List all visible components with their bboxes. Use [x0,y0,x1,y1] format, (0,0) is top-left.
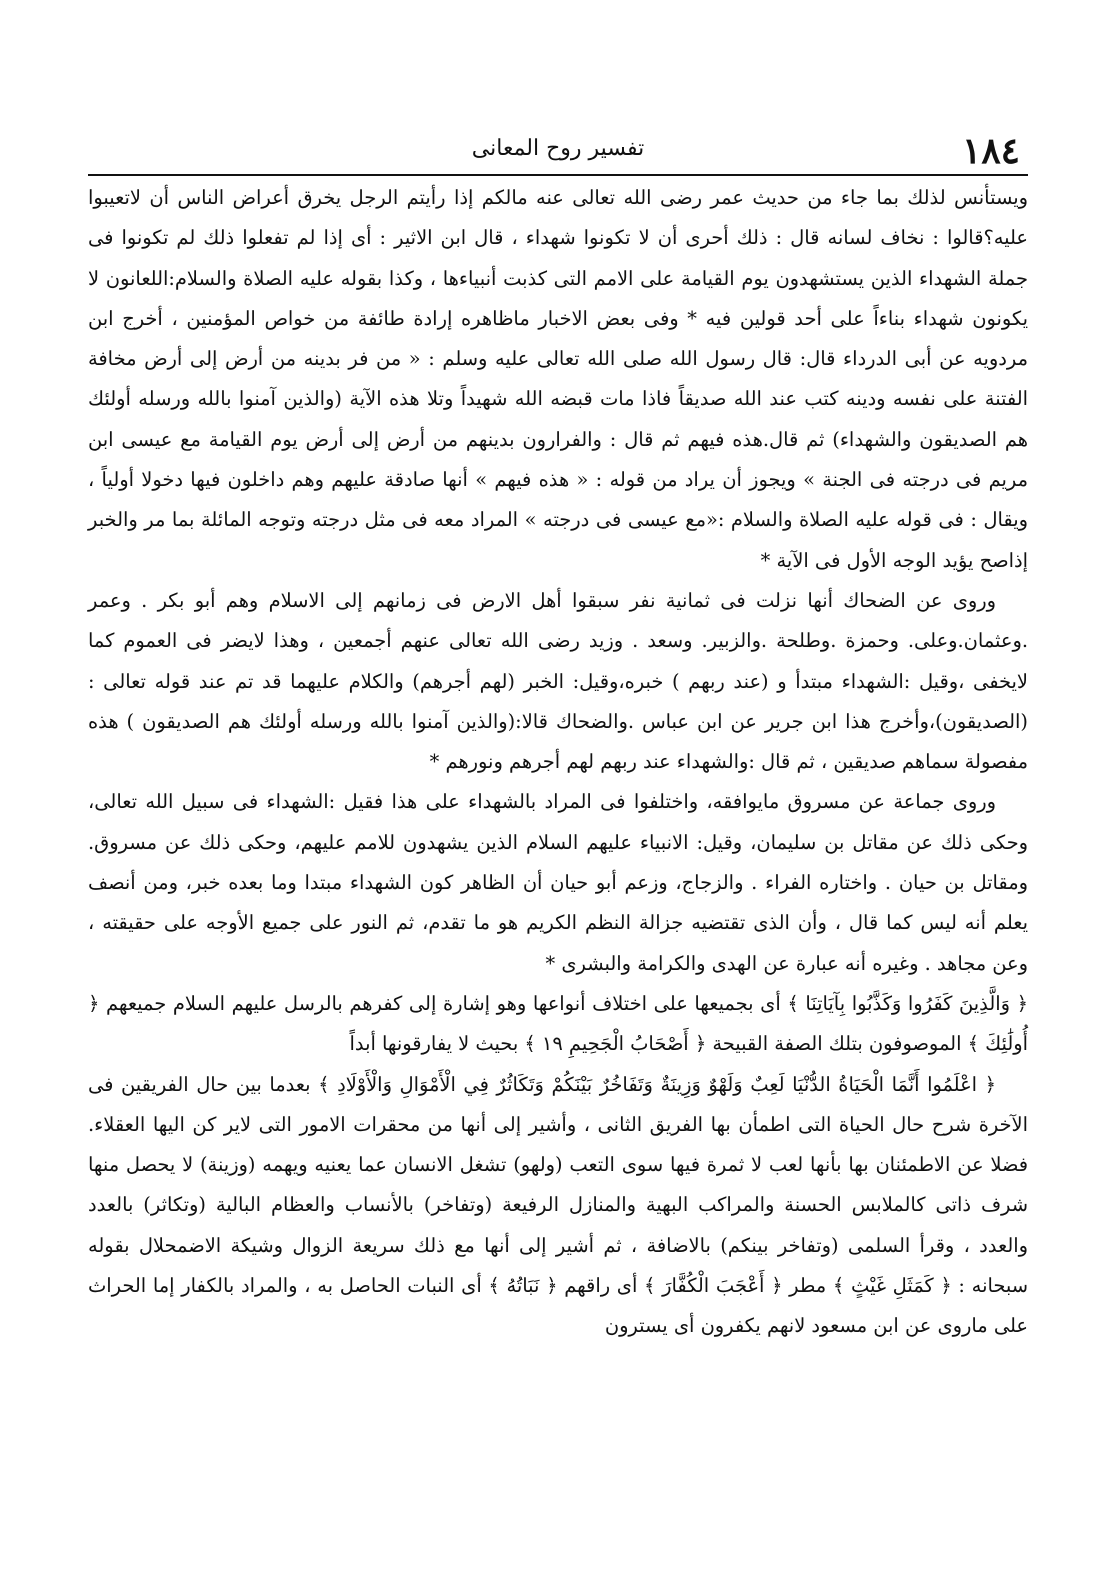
paragraph: ﴿ اعْلَمُوا أَنَّمَا الْحَيَاةُ الدُّنْيَا لَعِبٌ وَلَهْوٌ وَزِينَةٌ وَتَفَاخُرٌ بَيْنَكُمْ وَتَكَاثُرٌ فِي الْأَمْوَالِ وَالْأَوْلَادِ ﴾ بعدما بين حال الفريقين فى الآخرة شرح حال الحياة التى اطمأن بها الفريق الثانى ، وأشير إلى أنها من محقرات الامور التى لاير كن اليها العقلاء. فضلا عن الاطمئنان بها بأنها لعب لا ثمرة فيها سوى التعب (ولهو) تشغل الانسان عما يعنيه ويهمه (وزينة) لا يحصل منها شرف ذاتى كالملابس الحسنة والمراكب البهية والمنازل الرفيعة (وتفاخر) بالأنساب والعظام البالية (وتكاثر) بالعدد والعدد ، وقرأ السلمى (وتفاخر بينكم) بالاضافة ، ثم أشير إلى أنها مع ذلك سريعة الزوال وشيكة الاضمحلال بقوله سبحانه : ﴿ كَمَثَلِ غَيْثٍ ﴾ مطر ﴿ أَعْجَبَ الْكُفَّارَ ﴾ أى راقهم ﴿ نَبَاتُهُ ﴾ أى النبات الحاصل به ، والمراد بالكفار إما الحراث على ماروى عن ابن مسعود لانهم يكفرون أى يسترون [88,1072,1028,1338]
page-header [88,120,1028,176]
header-divider [88,174,1028,176]
paragraph: ﴿ وَالَّذِينَ كَفَرُوا وَكَذَّبُوا بِآيَاتِنَا ﴾ أى بجميعها على اختلاف أنواعها وهو إشارة إلى كفرهم بالرسل عليهم السلام جميعهم ﴿ أُولَٰئِكَ ﴾ الموصوفون بتلك الصفة القبيحة ﴿ أَصْحَابُ الْجَحِيمِ ١٩ ﴾ بحيث لا يفارقونها أبداً [88,991,1028,1056]
paragraph: وروى عن الضحاك أنها نزلت فى ثمانية نفر سبقوا أهل الارض فى زمانهم إلى الاسلام وهم أبو بكر . وعمر .وعثمان.وعلى. وحمزة .وطلحة .والزبير. وسعد . وزيد رضى الله تعالى عنهم أجمعين ، وهذا لايضر فى العموم كما لايخفى ،وقيل :الشهداء مبتدأ و (عند ربهم ) خبره،وقيل: الخبر (لهم أجرهم) والكلام عليهما قد تم عند قوله تعالى :(الصديقون)،وأخرج هذا ابن جرير عن ابن عباس .والضحاك قالا:(والذين آمنوا بالله ورسله أولئك هم الصديقون ) هذه مفصولة سماهم صديقين ، ثم قال :والشهداء عند ربهم لهم أجرهم ونورهم * [88,588,1028,774]
page-number: ١٨٤ [961,130,1020,172]
running-title: تفسير روح المعانى [471,136,645,161]
page-body [88,178,1028,1347]
book-page [88,120,1028,1560]
paragraph: ويستأنس لذلك بما جاء من حديث عمر رضى الله تعالى عنه مالكم إذا رأيتم الرجل يخرق أعراض الناس أن لاتعيبوا عليه؟قالوا : نخاف لسانه قال : ذلك أحرى أن لا تكونوا شهداء ، قال ابن الاثير : أى إذا لم تفعلوا ذلك لم تكونوا فى جملة الشهداء الذين يستشهدون يوم القيامة على الامم التى كذبت أنبياءها ، وكذا بقوله عليه الصلاة والسلام:اللعانون لا يكونون شهداء بناءاً على أحد قولين فيه * وفى بعض الاخبار ماظاهره إرادة طائفة من خواص المؤمنين ، أخرج ابن مردويه عن أبى الدرداء قال: قال رسول الله صلى الله تعالى عليه وسلم : « من فر بدينه من أرض إلى أرض مخافة الفتنة على نفسه ودينه كتب عند الله صديقاً فاذا مات قبضه الله شهيداً وتلا هذه الآية (والذين آمنوا بالله ورسله أولئك هم الصديقون والشهداء) ثم قال.هذه فيهم ثم قال : والفرارون بدينهم من أرض إلى أرض يوم القيامة مع عيسى ابن مريم فى درجته فى الجنة » ويجوز أن يراد من قوله : « هذه فيهم » أنها صادقة عليهم وهم داخلون فيها دخولا أولياً ، ويقال : فى قوله عليه الصلاة والسلام :«مع عيسى فى درجته » المراد معه فى مثل درجته وتوجه المائلة بما مر والخبر إذاصح يؤيد الوجه الأول فى الآية * [88,186,1028,572]
paragraph: وروى جماعة عن مسروق مايوافقه، واختلفوا فى المراد بالشهداء على هذا فقيل :الشهداء فى سبيل الله تعالى، وحكى ذلك عن مقاتل بن سليمان، وقيل: الانبياء عليهم السلام الذين يشهدون للامم عليهم، وحكى ذلك عن مسروق. ومقاتل بن حيان . واختاره الفراء . والزجاج، وزعم أبو حيان أن الظاهر كون الشهداء مبتدا وما بعده خبر، ومن أنصف يعلم أنه ليس كما قال ، وأن الذى تقتضيه جزالة النظم الكريم هو ما تقدم، ثم النور على جميع الأوجه على حقيقته ، وعن مجاهد . وغيره أنه عبارة عن الهدى والكرامة والبشرى * [88,790,1028,975]
